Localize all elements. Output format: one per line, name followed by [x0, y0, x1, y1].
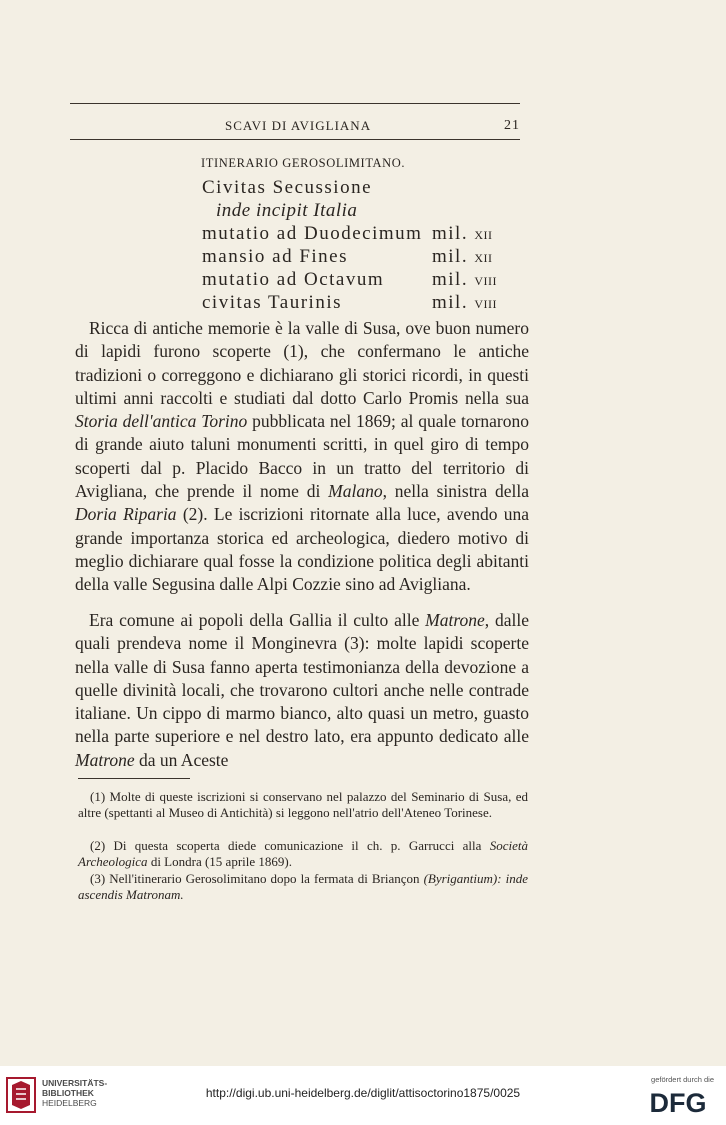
itinerary-place: civitas Taurinis — [202, 292, 342, 313]
itinerary-entry — [0, 269, 726, 293]
permalink-url[interactable]: http://digi.ub.uni-heidelberg.de/diglit/attisoctorino1875/0025 — [205, 1086, 521, 1100]
itinerary-heading: ITINERARIO GEROSOLIMITANO. — [201, 156, 406, 170]
footnote-1: (1) Molte di queste iscrizioni si conservano nel palazzo del Seminario di Susa, ed altre (spettanti al Museo di Antichità) si leggono nell'atrio dell'Ateneo Torinese. — [78, 789, 528, 820]
itinerary-place: Civitas Secussione — [202, 177, 373, 198]
footnote-2: (2) Di questa scoperta diede comunicazione il ch. p. Garrucci alla Società Archeologica di Londra (15 aprile 1869). — [78, 838, 528, 869]
university-library-name: UNIVERSITÄTS- BIBLIOTHEK HEIDELBERG — [42, 1078, 108, 1108]
paragraph-1: Ricca di antiche memorie è la valle di Susa, ove buon numero di lapidi furono scoperte (1), che confermano le antiche tradizioni o correggono e dichiarano gli storici ricordi, in questi ultimi anni raccolti e studiati dal dotto Carlo Promis nella sua Storia dell'antica Torino pubblicata nel 1869; al quale tornarono di grande aiuto taluni monumenti scritti, in quel giro di tempo scoperti dal p. Placido Bacco in un tratto del territorio di Avigliana, che prende il nome di Malano, nella sinistra della Doria Riparia (2). Le iscrizioni ritornate alla luce, avendo una grande importanza storica ed archeologica, diedero motivo di meglio dichiarare qual fosse la condizione politica degli abitanti della valle Segusina dalle Alpi Cozzie sino ad Avigliana. — [75, 318, 529, 595]
footnote-rule — [78, 778, 190, 779]
page-number: 21 — [504, 118, 520, 133]
paragraph-2: Era comune ai popoli della Gallia il culto alle Matrone, dalle quali prendeva nome il Monginevra (3): molte lapidi scoperte nella valle di Susa fanno aperta testimonianza della devozione a quelle divinità locali, che trovarono cultori anche nelle contrade italiane. Un cippo di marmo bianco, alto quasi un metro, guasto nella parte superiore e nel destro lato, era appunto dedicato alle Matrone da un Aceste — [75, 610, 530, 770]
itinerary-entry — [0, 246, 726, 270]
header-rule-top — [70, 103, 520, 104]
itinerary-distance: mil. VIII — [432, 269, 497, 290]
itinerary-entry — [0, 292, 726, 316]
itinerary-place: mutatio ad Duodecimum — [202, 223, 423, 244]
itinerary-distance: mil. XII — [432, 246, 493, 267]
itinerary-distance: mil. XII — [432, 223, 493, 244]
svg-text:DFG: DFG — [649, 1088, 707, 1116]
itinerary-entry — [0, 200, 726, 224]
itinerary-place: mutatio ad Octavum — [202, 269, 385, 290]
itinerary-distance: mil. VIII — [432, 292, 497, 313]
footnote-3: (3) Nell'itinerario Gerosolimitano dopo la fermata di Briançon (Byrigantium): inde ascendis Matronam. — [78, 871, 528, 902]
viewer-footer — [0, 1066, 726, 1125]
itinerary-entry — [0, 223, 726, 247]
dfg-logo-icon — [644, 1088, 712, 1116]
itinerary-entry — [0, 177, 726, 201]
header-rule-bottom — [70, 139, 520, 140]
running-title: SCAVI DI AVIGLIANA — [225, 118, 372, 133]
itinerary-place: mansio ad Fines — [202, 246, 348, 267]
itinerary-place: inde incipit Italia — [216, 200, 358, 221]
funding-label: gefördert durch die — [651, 1075, 714, 1084]
